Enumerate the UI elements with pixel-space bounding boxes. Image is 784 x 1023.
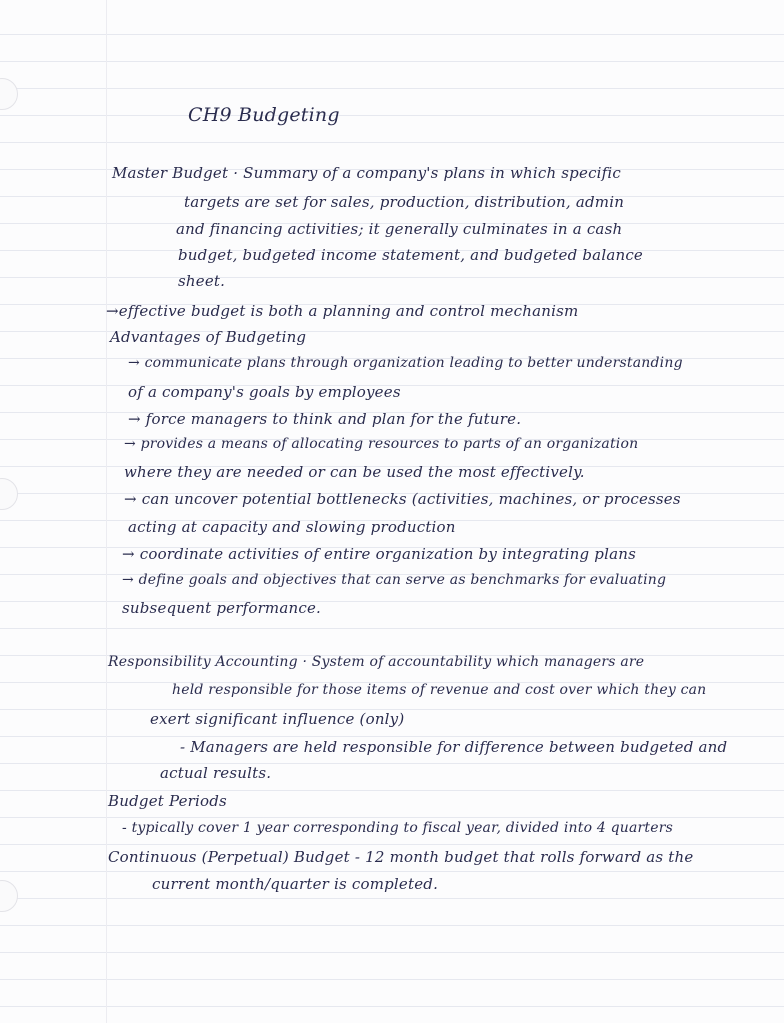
advantage-item: where they are needed or can be used the most effectively. [124, 463, 585, 481]
budget-periods-heading: Budget Periods [108, 792, 227, 810]
binder-hole [0, 478, 18, 510]
margin-line [106, 0, 107, 1023]
effective-budget-note: →effective budget is both a planning and control mechanism [106, 302, 579, 320]
binder-hole [0, 78, 18, 110]
responsibility-line: held responsible for those items of revenue and cost over which they can [172, 682, 707, 698]
budget-periods-line: current month/quarter is completed. [152, 875, 439, 893]
master-budget-line: budget, budgeted income statement, and budgeted balance [178, 246, 643, 264]
budget-periods-line: Continuous (Perpetual) Budget - 12 month budget that rolls forward as the [108, 848, 694, 866]
master-budget-line: and financing activities; it generally culminates in a cash [176, 220, 623, 238]
budget-periods-line: - typically cover 1 year corresponding to fiscal year, divided into 4 quarters [122, 820, 674, 836]
advantage-item: acting at capacity and slowing production [128, 518, 456, 536]
advantage-item: → coordinate activities of entire organization by integrating plans [122, 545, 636, 563]
binder-hole [0, 880, 18, 912]
advantage-item: → can uncover potential bottlenecks (activities, machines, or processes [124, 490, 681, 508]
master-budget-line: targets are set for sales, production, distribution, admin [184, 193, 625, 211]
responsibility-line: - Managers are held responsible for difference between budgeted and [180, 738, 728, 756]
advantage-item: → define goals and objectives that can serve as benchmarks for evaluating [122, 572, 667, 588]
advantages-heading: Advantages of Budgeting [110, 328, 307, 346]
advantage-item: → communicate plans through organization leading to better understanding [128, 355, 683, 371]
responsibility-line: Responsibility Accounting · System of accountability which managers are [108, 654, 645, 670]
master-budget-line: sheet. [178, 272, 226, 290]
page-title: CH9 Budgeting [188, 104, 340, 126]
master-budget-line: Master Budget · Summary of a company's plans in which specific [112, 164, 622, 182]
advantage-item: of a company's goals by employees [128, 383, 401, 401]
advantage-item: subsequent performance. [122, 599, 322, 617]
advantage-item: → force managers to think and plan for the future. [128, 410, 522, 428]
responsibility-line: actual results. [160, 764, 272, 782]
responsibility-line: exert significant influence (only) [150, 710, 405, 728]
advantage-item: → provides a means of allocating resources to parts of an organization [124, 436, 639, 452]
